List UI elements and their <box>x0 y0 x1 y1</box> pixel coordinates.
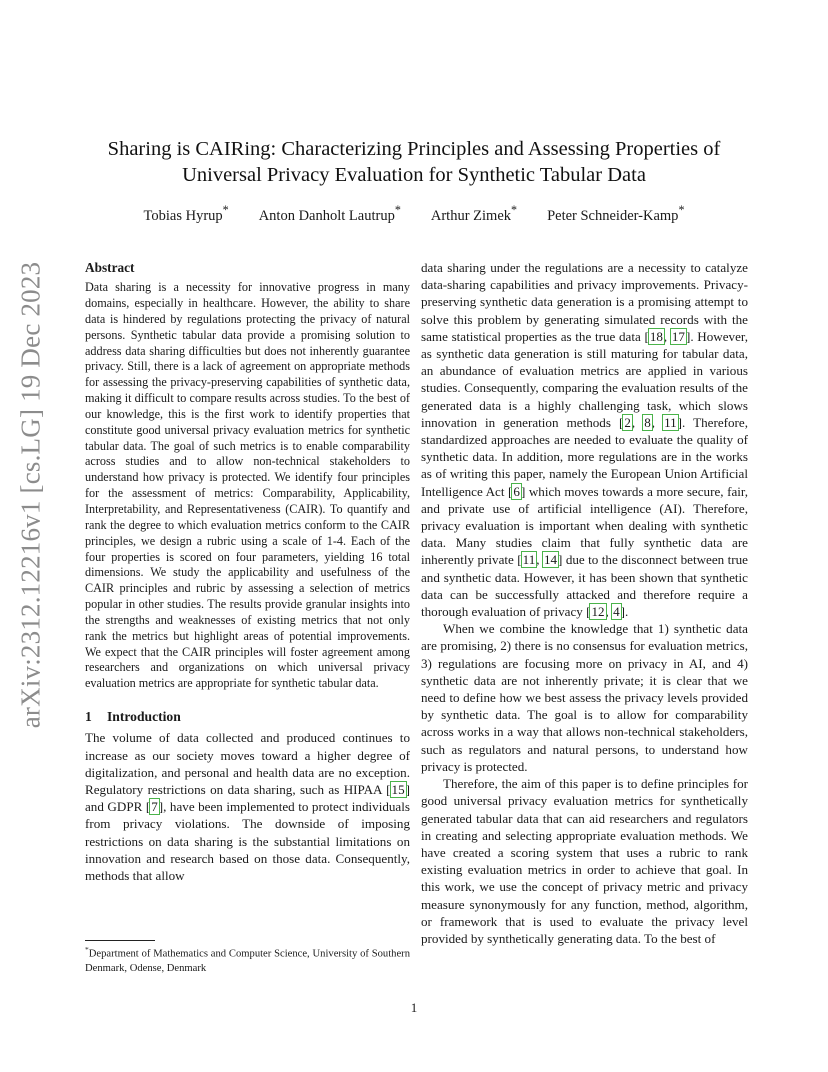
footnote-text: Department of Mathematics and Computer Science, University of Southern Denmark, Odense, Denmark <box>85 948 410 974</box>
section-title: Introduction <box>107 709 181 725</box>
citation-link[interactable]: 8 <box>644 414 651 430</box>
intro-paragraph-4: Therefore, the aim of this paper is to define principles for good universal privacy evaluation metrics for synthetically generated tabular data that can aid researchers and regulators in creating and selecting appropriate evaluation methods. We have created a scoring system that uses a rubric to rank existing evaluation metrics in order to achieve that goal. In this work, we use the concept of privacy metric and privacy measure synonymously for any function, method, algorithm, or framework that is used to evaluate the privacy level provided by synthetically generating data. To the best of <box>421 776 748 946</box>
citation-link[interactable]: 17 <box>671 328 685 344</box>
section-heading-introduction <box>85 708 410 725</box>
title-line-1: Sharing is CAIRing: Characterizing Principles and Assessing Properties of <box>107 138 721 160</box>
footnote-mark: * <box>85 945 89 954</box>
footnote-rule <box>85 940 155 941</box>
citation-link[interactable]: 11 <box>522 552 536 568</box>
citation-link[interactable]: 18 <box>649 328 663 344</box>
intro-paragraph-3: When we combine the knowledge that 1) synthetic data are promising, 2) there is no consensus for evaluation metrics, 3) regulations are focusing more on privacy in AI, and 4) synthetic data are not inherently private; it is clear that we need to define how we best assess the privacy levels provided by synthetic data. The goal is to allow for comparability across works in a way that allows non-technical stakeholders, such as regulators and natural persons, to understand how privacy is protected. <box>421 621 748 774</box>
abstract-text: Data sharing is a necessity for innovative progress in many domains, especially in healthcare. However, the ability to share data is hindered by regulations protecting the privacy of natural persons. Synthetic tabular data provide a promising solution to address data sharing difficulties but does not inherently guarantee privacy. Still, there is a lack of agreement on appropriate methods for assessing the privacy-preserving capabilities of synthetic data, making it difficult to compare results across studies. To the best of our knowledge, this is the first work to identify properties that constitute good universal privacy evaluation metrics for synthetic tabular data. The goal of such metrics is to enable comparability across studies and to allow non-technical stakeholders to understand how privacy is protected. We identify four principles for the assessment of metrics: Comparability, Applicability, Interpretability, and Representativeness (CAIR). To quantify and rank the degree to which evaluation metrics conform to the CAIR principles, we design a rubric using a scale of 1-4. Each of the four properties is scored on four parameters, yielding 16 total dimensions. We study the applicability and usefulness of the CAIR principles and rubric by assessing a selection of metrics popular in other studies. The results provide granular insights into the strengths and weaknesses of existing metrics that not only rank the metrics but highlight areas of potential improvements. We expect that the CAIR principles will foster agreement among researchers and organizations on which universal privacy evaluation metrics are appropriate for synthetic tabular data. <box>85 280 410 691</box>
citation-link[interactable]: 4 <box>613 604 620 620</box>
intro-paragraph-2: data sharing under the regulations are a necessity to catalyze data-sharing capabilities and privacy improvements. Privacy-preserving synthetic data generation is a promising attempt to solve this problem by generating simulated records with the same statistical properties as the true data [18, 17]. However, as synthetic data generation is still maturing for tabular data, an abundance of evaluation metrics are applied in various studies. Consequently, comparing the evaluation results of the generated data is a highly challenging task, which slows innovation in generation methods [2, 8, 11]. Therefore, standardized approaches are needed to evaluate the quality of synthetic data. In addition, more regulations are in the works as of writing this paper, namely the European Union Artificial Intelligence Act [6] which moves towards a more secure, fair, and private use of artificial intelligence (AI). Therefore, privacy evaluation is important when dealing with synthetic data. Many studies claim that fully synthetic data are inherently private [11, 14] due to the disconnect between true and synthetic data. However, it has been shown that synthetic data can be successfully attacked and therefore require a thorough evaluation of privacy [12, 4]. <box>421 260 749 620</box>
title-line-2: Universal Privacy Evaluation for Synthetic Tabular Data <box>182 164 646 186</box>
author: Tobias Hyrup* <box>143 203 229 224</box>
author: Arthur Zimek* <box>430 203 518 224</box>
citation-link[interactable]: 2 <box>624 414 631 430</box>
citation-link[interactable]: 15 <box>391 781 405 797</box>
citation-link[interactable]: 7 <box>151 799 158 815</box>
citation-link[interactable]: 12 <box>591 604 605 620</box>
section-number: 1 <box>85 709 92 725</box>
citation-link[interactable]: 6 <box>513 483 520 499</box>
arxiv-sidebar-stamp <box>8 255 54 735</box>
citation-link[interactable]: 14 <box>543 552 558 568</box>
intro-paragraph-1: The volume of data collected and produced continues to increase as our society moves toward a higher degree of digitalization, and personal and health data are no exception. Regulatory restrictions on data sharing, such as HIPAA [15] and GDPR [7], have been implemented to protect individuals from privacy violations. The downside of imposing restrictions on data sharing is the substantial limitations on innovation and research based on those data. Consequently, methods that allow <box>85 730 410 883</box>
author: Peter Schneider-Kamp* <box>547 203 685 224</box>
footnote <box>85 943 410 976</box>
paper-title <box>60 136 768 188</box>
abstract-heading: Abstract <box>85 260 135 275</box>
page-number: 1 <box>410 1000 418 1015</box>
right-column <box>421 259 748 947</box>
arxiv-identifier: arXiv:2312.12216v1 [cs.LG] 19 Dec 2023 <box>15 261 46 729</box>
author: Anton Danholt Lautrup* <box>258 203 401 224</box>
left-column <box>85 259 410 884</box>
citation-link[interactable]: 11 <box>664 414 677 430</box>
author-list <box>60 203 768 225</box>
